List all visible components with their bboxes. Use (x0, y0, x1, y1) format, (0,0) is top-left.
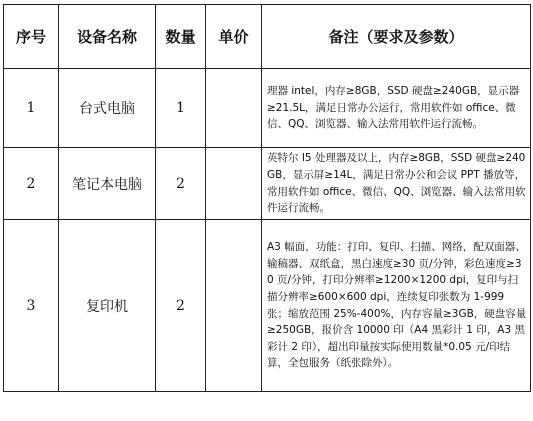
cell-qty: 2 (156, 220, 206, 392)
header-remarks: 备注（要求及参数） (262, 5, 531, 69)
header-qty: 数量 (156, 5, 206, 69)
cell-index: 3 (4, 220, 59, 392)
equipment-table (3, 4, 531, 392)
table-row (4, 148, 531, 220)
cell-qty: 1 (156, 69, 206, 148)
cell-name: 笔记本电脑 (59, 148, 156, 220)
cell-unit-price (206, 69, 262, 148)
cell-index: 2 (4, 148, 59, 220)
cell-qty: 2 (156, 148, 206, 220)
cell-remarks: A3 幅面，功能：打印、复印、扫描、网络，配双面器、输稿器、双纸盒，黑白速度≥30 页/分钟，彩色速度≥30 页/分钟，打印分辨率≥1200×1200 dpi，复印与扫描分辨率≥600×600 dpi，连续复印张数为 1-999 张；缩放范围 25%-400%，内存容量≥3GB，硬盘容量≥250GB，报价含 10000 印（A4 黑彩计 1 印，A3 黑彩计 2 印），超出印量按实际使用数量*0.05 元/印结算，全包服务（纸张除外）。 (262, 220, 531, 392)
header-unit-price: 单价 (206, 5, 262, 69)
table-row (4, 220, 531, 392)
cell-unit-price (206, 148, 262, 220)
header-row (4, 5, 531, 69)
cell-unit-price (206, 220, 262, 392)
cell-remarks: 英特尔 I5 处理器及以上，内存≥8GB，SSD 硬盘≥240GB，显示屏≥14L，满足日常办公和会议 PPT 播放等，常用软件如 office、微信、QQ、浏览器、输入法常用软件运行流畅。 (262, 148, 531, 220)
header-name: 设备名称 (59, 5, 156, 69)
header-index: 序号 (4, 5, 59, 69)
cell-name: 台式电脑 (59, 69, 156, 148)
cell-remarks: 理器 intel，内存≥8GB，SSD 硬盘≥240GB，显示器≥21.5L，满足日常办公运行，常用软件如 office、微信、QQ、浏览器、输入法常用软件运行流畅。 (262, 69, 531, 148)
table-row (4, 69, 531, 148)
cell-index: 1 (4, 69, 59, 148)
cell-name: 复印机 (59, 220, 156, 392)
